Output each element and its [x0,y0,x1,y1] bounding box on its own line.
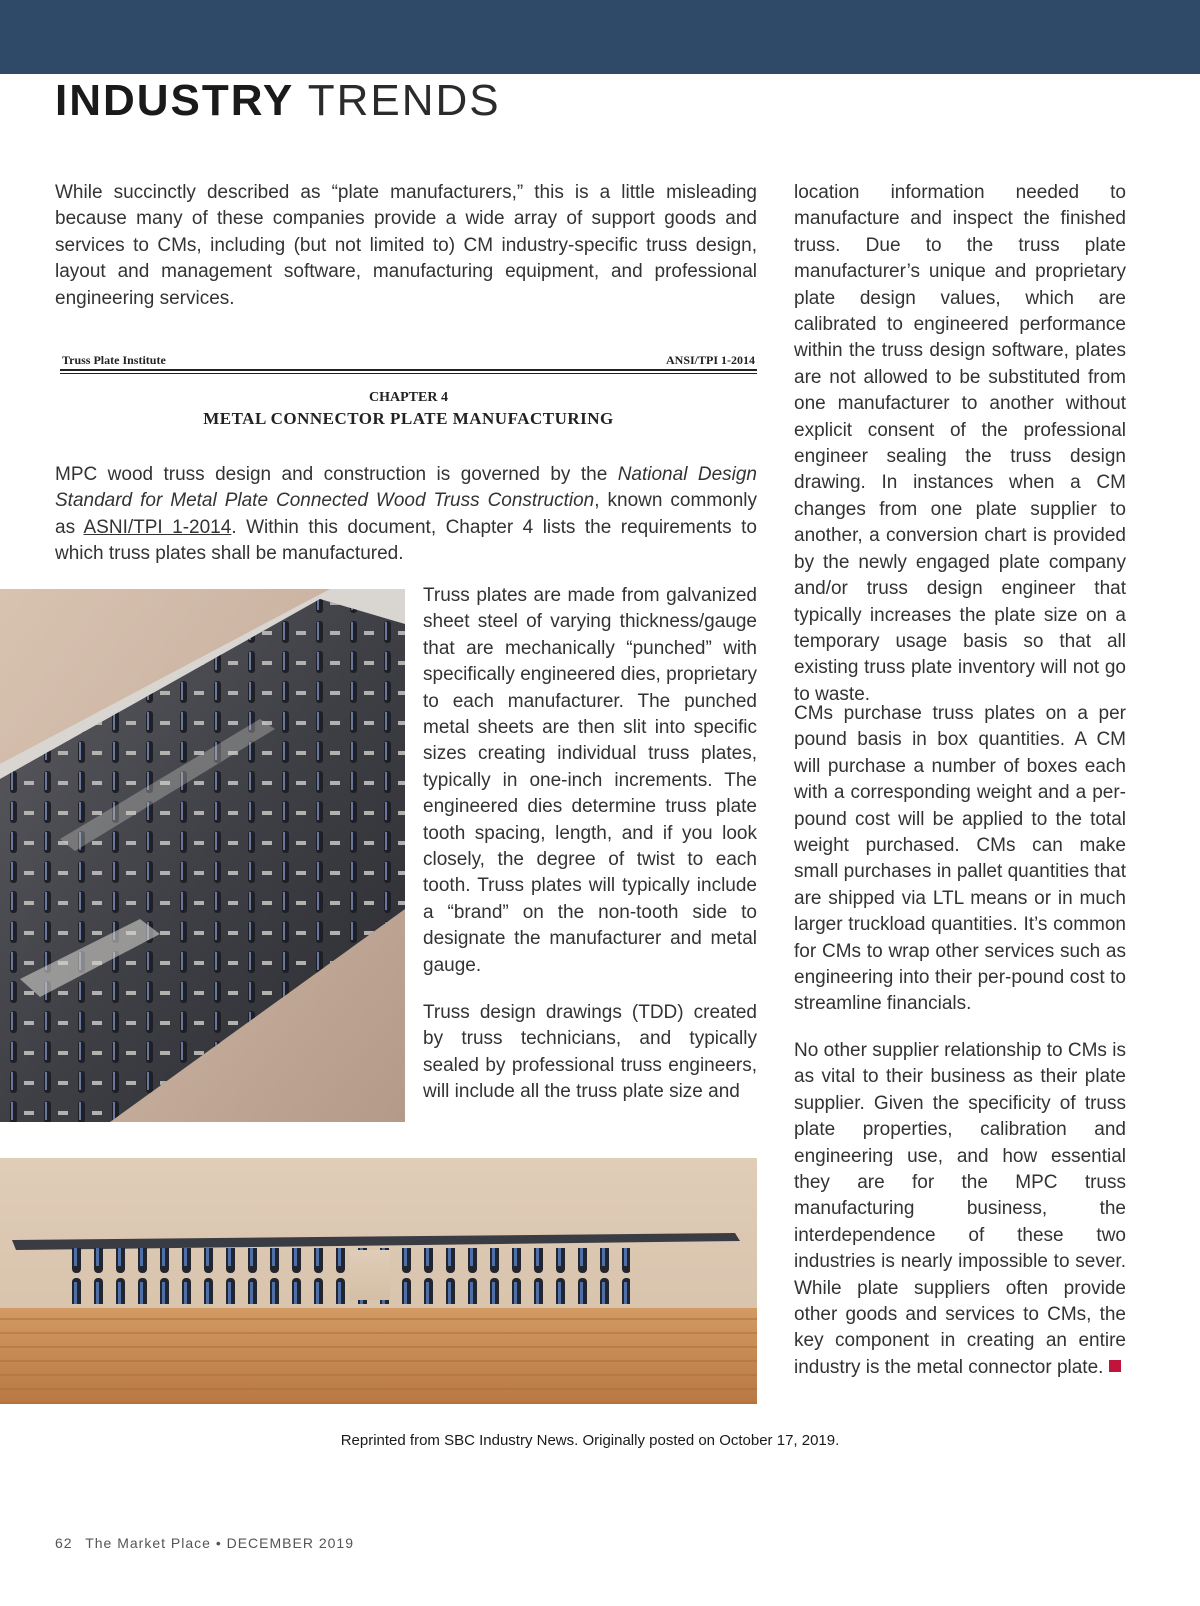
page-footer [55,1535,362,1551]
conclusion-text: No other supplier relationship to CMs is as vital to their business as their plate supplier. Given the specificity of truss plate properties, calibration and engineering use, and how essential they are for the MPC truss manufacturing business, the interdependence of these two industries is nearly impossible to sever. While plate suppliers often provide other goods and services to CMs, the key component in creating an entire industry is the metal connector plate. [794,1040,1126,1378]
truss-plate-side-photo [0,1158,757,1404]
chapter-number: CHAPTER 4 [369,390,448,405]
mpc-text-3: . Within this document, Chapter 4 lists the requirements to which truss plates shall be manufactured. [55,516,757,565]
intro-paragraph: While succinctly described as “plate manufacturers,” this is a little misleading because many of these companies provide a wide array of support goods and services to CMs, including (but not limited to) CM industry-specific truss design, layout and management software, manufacturing equipment, and professional engineering services. [55,182,757,309]
section-title-bold: INDUSTRY [55,76,294,125]
chapter-header-publisher: Truss Plate Institute [62,353,166,367]
mpc-text-1: MPC wood truss design and construction is governed by the [55,464,618,485]
conclusion-paragraph [794,1038,1126,1381]
section-title [55,76,501,126]
end-mark-icon [1109,1360,1121,1372]
top-banner [0,0,1200,74]
chapter-title: METAL CONNECTOR PLATE MANUFACTURING [203,409,614,428]
page-number: 62 [55,1535,73,1551]
reprint-credit: Reprinted from SBC Industry News. Originally posted on October 17, 2019. [340,1432,840,1449]
right-column-paragraph-1: location information needed to manufacture and inspect the finished truss. Due to the truss plate manufacturer’s unique and proprietary plate design values, which are calibrated to engineered performance within the truss design software, plates are not allowed to be substituted from one manufacturer to another without explicit consent of the professional engineer sealing the truss design drawing. In instances when a CM changes from one plate supplier to another, a conversion chart is provided by the newly engaged plate company and/or truss design engineer that typically increases the plate size on a temporary usage basis so that all existing truss plate inventory will not go to waste. [794,182,1126,705]
chapter-header-standard: ANSI/TPI 1-2014 [665,353,755,367]
chapter-header-rule [60,369,757,371]
mpc-paragraph [55,462,757,568]
truss-plates-paragraph: Truss plates are made from galvanized sheet steel of varying thickness/gauge that are mechanically “punched” with specifically engineered dies, proprietary to each manufacturer. The punched metal sheets are then slit into specific sizes creating individual truss plates, typically in one-inch increments. The engineered dies determine truss plate tooth spacing, length, and if you look closely, the degree of twist to each tooth. Truss plates will typically include a “brand” on the non-tooth side to designate the manufacturer and metal gauge. [423,585,757,976]
section-title-light: TRENDS [307,76,501,125]
mpc-standard-title: National Design Standard for Metal Plate Connected Wood Truss Construction [55,464,757,512]
chapter-header-rule-thin [60,373,757,374]
publication-info: The Market Place • DECEMBER 2019 [85,1535,354,1551]
truss-plate-teeth-photo [0,589,405,1122]
chapter-header-graphic [60,353,757,433]
standard-link[interactable]: ASNI/TPI 1-2014 [83,516,232,538]
tdd-paragraph: Truss design drawings (TDD) created by truss technicians, and typically sealed by professional truss engineers, will include all the truss plate size and [423,1002,757,1103]
mpc-text-2: , known commonly as [55,490,757,538]
cms-purchase-paragraph: CMs purchase truss plates on a per pound basis in box quantities. A CM will purchase a number of boxes each with a corresponding weight and a per-pound cost will be applied to the total weight purchased. CMs can make small purchases in pallet quantities that are shipped via LTL means or in much larger truckload quantities. It’s common for CMs to wrap other services such as engineering into their per-pound cost to streamline financials. [794,703,1126,1015]
